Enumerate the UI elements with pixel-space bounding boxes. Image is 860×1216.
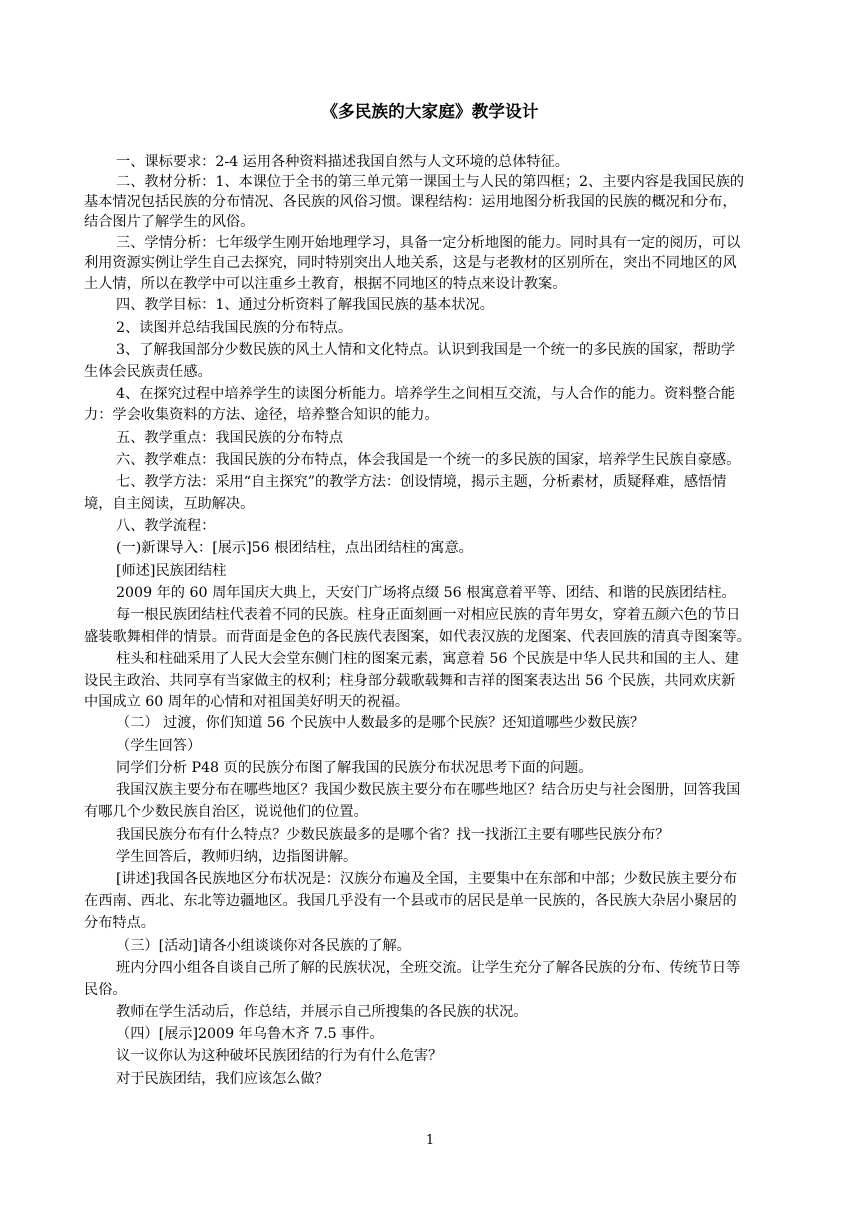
text-line: 设民主政治、共同享有当家做主的权利；柱身部分载歌载舞和吉祥的图案表达出 56 个民族，共同欢庆新 — [84, 673, 736, 689]
text-line: 学生回答后，教师归纳，边指图讲解。 — [116, 849, 358, 865]
text-line: 力：学会收集资料的方法、途径，培养整合知识的能力。 — [84, 407, 439, 423]
text-line: (一)新课导入：[展示]56 根团结柱，点出团结柱的寓意。 — [116, 540, 473, 556]
text-line: 三、学情分析：七年级学生刚开始地理学习，具备一定分析地图的能力。同时具有一定的阅历，可以 — [116, 235, 741, 251]
text-line: 基本情况包括民族的分布情况、各民族的风俗习惯。课程结构：运用地图分析我国的民族的概况和分布， — [84, 194, 737, 210]
page-number: 1 — [425, 1133, 435, 1148]
text-line: 有哪几个少数民族自治区，说说他们的位置。 — [84, 804, 368, 820]
text-line: [师述]民族团结柱 — [116, 563, 227, 579]
text-line: 六、教学难点：我国民族的分布特点，体会我国是一个统一的多民族的国家，培养学生民族自豪感。 — [116, 452, 741, 468]
text-line: 二、教材分析：1、本课位于全书的第三单元第一课国土与人民的第四框；2、主要内容是我国民族的 — [116, 174, 745, 190]
text-line: 柱头和柱础采用了人民大会堂东侧门柱的图案元素，寓意着 56 个民族是中华人民共和国的主人、建 — [116, 651, 739, 667]
text-line: （学生回答） — [116, 738, 202, 754]
text-line: 3、了解我国部分少数民族的风土人情和文化特点。认识到我国是一个统一的多民族的国家，帮助学 — [116, 342, 736, 358]
text-line: 2、读图并总结我国民族的分布特点。 — [116, 320, 353, 336]
text-line: 中国成立 60 周年的心情和对祖国美好明天的祝福。 — [84, 694, 410, 710]
text-line: 分布特点。 — [84, 915, 155, 931]
text-line: 对于民族团结，我们应该怎么做？ — [116, 1071, 329, 1087]
text-line: 教师在学生活动后，作总结，并展示自己所搜集的各民族的状况。 — [116, 1004, 528, 1020]
text-line: 班内分四小组各自谈自己所了解的民族状况，全班交流。让学生充分了解各民族的分布、传统节日等 — [116, 960, 741, 976]
text-line: 同学们分析 P48 页的民族分布图了解我国的民族分布状况思考下面的问题。 — [116, 760, 593, 776]
text-line: 利用资源实例让学生自己去探究，同时特别突出人地关系，这是与老教材的区别所在，突出不同地区的风 — [84, 255, 737, 271]
text-line: 八、教学流程： — [116, 518, 216, 534]
text-line: 盛装歌舞相伴的情景。而背面是金色的各民族代表图案，如代表汉族的龙图案、代表回族的清真寺图案等。 — [84, 629, 751, 645]
text-line: （三）[活动]请各小组谈谈你对各民族的了解。 — [116, 938, 411, 954]
text-line: 议一议你认为这种破坏民族团结的行为有什么危害？ — [116, 1048, 443, 1064]
text-line: 土人情，所以在教学中可以注重乡土教育，根据不同地区的特点来设计教案。 — [84, 276, 567, 292]
text-line: 五、教学重点：我国民族的分布特点 — [116, 430, 344, 446]
text-line: 七、教学方法：采用“自主探究”的教学方法：创设情境，揭示主题，分析素材，质疑释难，感悟情 — [116, 474, 727, 490]
text-line: 结合图片了解学生的风俗。 — [84, 214, 255, 230]
text-line: （二） 过渡，你们知道 56 个民族中人数最多的是哪个民族？还知道哪些少数民族？ — [116, 715, 645, 731]
text-line: 我国民族分布有什么特点？少数民族最多的是哪个省？找一找浙江主要有哪些民族分布？ — [116, 827, 670, 843]
text-line: 民俗。 — [84, 982, 127, 998]
text-line: 境，自主阅读，互助解决。 — [84, 496, 255, 512]
text-line: 2009 年的 60 周年国庆大典上，天安门广场将点缀 56 根寓意着平等、团结、和谐的民族团结柱。 — [116, 585, 736, 601]
text-line: 每一根民族团结柱代表着不同的民族。柱身正面刻画一对相应民族的青年男女，穿着五颜六色的节日 — [116, 607, 741, 623]
text-line: （四）[展示]2009 年乌鲁木齐 7.5 事件。 — [116, 1026, 384, 1042]
document-title: 《多民族的大家庭》教学设计 — [321, 102, 539, 121]
text-line: 我国汉族主要分布在哪些地区？我国少数民族主要分布在哪些地区？结合历史与社会图册，回答我国 — [116, 782, 741, 798]
text-line: 在西南、西北、东北等边疆地区。我国几乎没有一个县或市的居民是单一民族的，各民族大杂居小聚居的 — [84, 893, 737, 909]
text-line: 生体会民族责任感。 — [84, 364, 212, 380]
text-line: [讲述]我国各民族地区分布状况是：汉族分布遍及全国，主要集中在东部和中部；少数民族主要分布 — [116, 871, 738, 887]
text-line: 四、教学目标：1、通过分析资料了解我国民族的基本状况。 — [116, 297, 494, 313]
text-line: 4、在探究过程中培养学生的读图分析能力。培养学生之间相互交流，与人合作的能力。资料整合能 — [116, 386, 736, 402]
text-line: 一、课标要求：2-4 运用各种资料描述我国自然与人文环境的总体特征。 — [116, 154, 569, 170]
